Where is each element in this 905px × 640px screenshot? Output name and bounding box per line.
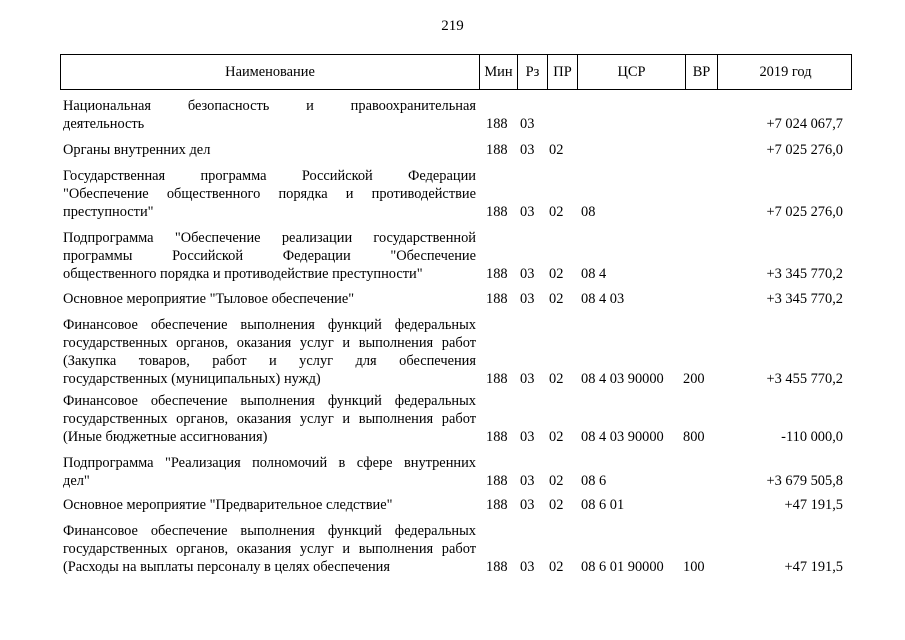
row-min: 188 (486, 142, 508, 158)
row-name-line: программы Российской Федерации "Обеспечение (63, 248, 476, 264)
row-rz: 03 (520, 559, 535, 575)
row-sum: +47 191,5 (784, 559, 843, 575)
row-vr: 800 (683, 429, 705, 445)
row-csr: 08 4 03 90000 (581, 371, 664, 387)
row-pr: 02 (549, 559, 564, 575)
row-name (63, 290, 476, 308)
row-min: 188 (486, 291, 508, 307)
row-name-line: (Закупка товаров, работ и услуг для обеспечения (63, 353, 476, 369)
row-name-line: общественного порядка и противодействие преступности" (63, 266, 423, 282)
row-name (63, 167, 476, 221)
row-sum: +7 025 276,0 (766, 204, 843, 220)
row-csr: 08 (581, 204, 596, 220)
table-row (0, 97, 905, 133)
row-min: 188 (486, 266, 508, 282)
header-min: Мин (479, 55, 517, 89)
header-name: Наименование (225, 63, 315, 80)
row-name (63, 454, 476, 490)
header-pr: ПР (547, 55, 577, 89)
row-sum: +3 455 770,2 (766, 371, 843, 387)
row-sum: +47 191,5 (784, 497, 843, 513)
row-rz: 03 (520, 116, 535, 132)
row-name-line: дел" (63, 473, 90, 489)
row-vr: 200 (683, 371, 705, 387)
row-min: 188 (486, 429, 508, 445)
row-name-line: Подпрограмма "Обеспечение реализации государственной (63, 230, 476, 246)
row-name-line: государственных органов, оказания услуг и выполнения работ (63, 541, 476, 557)
row-csr: 08 4 03 90000 (581, 429, 664, 445)
row-name-line: (Расходы на выплаты персоналу в целях обеспечения (63, 559, 390, 575)
row-name-line: деятельность (63, 116, 145, 132)
row-name-line: (Иные бюджетные ассигнования) (63, 429, 268, 445)
row-pr: 02 (549, 429, 564, 445)
row-name (63, 97, 476, 133)
row-name-line: преступности" (63, 204, 154, 220)
row-name (63, 522, 476, 576)
row-min: 188 (486, 473, 508, 489)
row-sum: +3 679 505,8 (766, 473, 843, 489)
table-row (0, 141, 905, 159)
row-name-line: Государственная программа Российской Федерации (63, 168, 476, 184)
row-name-line: государственных (муниципальных) нужд) (63, 371, 321, 387)
row-rz: 03 (520, 266, 535, 282)
header-year: 2019 год (717, 55, 853, 89)
row-sum: +7 025 276,0 (766, 142, 843, 158)
row-name-line: государственных органов, оказания услуг и выполнения работ (63, 335, 476, 351)
row-rz: 03 (520, 142, 535, 158)
header-vr: ВР (685, 55, 717, 89)
row-name-line: "Обеспечение общественного порядка и противодействие (63, 186, 476, 202)
header-rz: Рз (517, 55, 547, 89)
row-pr: 02 (549, 497, 564, 513)
row-sum: +3 345 770,2 (766, 291, 843, 307)
row-csr: 08 4 03 (581, 291, 625, 307)
row-name-line: Органы внутренних дел (63, 142, 211, 158)
row-name (63, 496, 476, 514)
row-name (63, 392, 476, 446)
row-rz: 03 (520, 371, 535, 387)
row-name-line: Финансовое обеспечение выполнения функций федеральных (63, 523, 476, 539)
row-min: 188 (486, 204, 508, 220)
row-name-line: Национальная безопасность и правоохранительная (63, 98, 476, 114)
row-name-line: Основное мероприятие "Тыловое обеспечение" (63, 291, 355, 307)
row-rz: 03 (520, 204, 535, 220)
row-rz: 03 (520, 497, 535, 513)
row-name-line: Основное мероприятие "Предварительное следствие" (63, 497, 393, 513)
row-pr: 02 (549, 473, 564, 489)
row-rz: 03 (520, 473, 535, 489)
page-number: 219 (441, 18, 464, 34)
row-vr: 100 (683, 559, 705, 575)
row-csr: 08 6 01 90000 (581, 559, 664, 575)
row-sum: +3 345 770,2 (766, 266, 843, 282)
row-name-line: Финансовое обеспечение выполнения функций федеральных (63, 393, 476, 409)
row-name-line: Финансовое обеспечение выполнения функций федеральных (63, 317, 476, 333)
table-row (0, 229, 905, 283)
row-sum: +7 024 067,7 (766, 116, 843, 132)
row-name-line: государственных органов, оказания услуг и выполнения работ (63, 411, 476, 427)
row-pr: 02 (549, 204, 564, 220)
row-name-line: Подпрограмма "Реализация полномочий в сфере внутренних (63, 455, 476, 471)
row-pr: 02 (549, 142, 564, 158)
table-row (0, 392, 905, 446)
row-min: 188 (486, 497, 508, 513)
row-rz: 03 (520, 291, 535, 307)
row-csr: 08 6 01 (581, 497, 625, 513)
row-min: 188 (486, 371, 508, 387)
header-csr: ЦСР (577, 55, 685, 89)
row-pr: 02 (549, 266, 564, 282)
row-rz: 03 (520, 429, 535, 445)
row-sum: -110 000,0 (781, 429, 843, 445)
table-row (0, 496, 905, 514)
row-name (63, 316, 476, 388)
table-row (0, 167, 905, 221)
row-name (63, 141, 476, 159)
table-row (0, 290, 905, 308)
row-csr: 08 6 (581, 473, 607, 489)
table-row (0, 522, 905, 576)
table-row (0, 454, 905, 490)
row-pr: 02 (549, 371, 564, 387)
row-name (63, 229, 476, 283)
row-min: 188 (486, 559, 508, 575)
row-min: 188 (486, 116, 508, 132)
row-csr: 08 4 (581, 266, 607, 282)
row-pr: 02 (549, 291, 564, 307)
table-row (0, 316, 905, 388)
